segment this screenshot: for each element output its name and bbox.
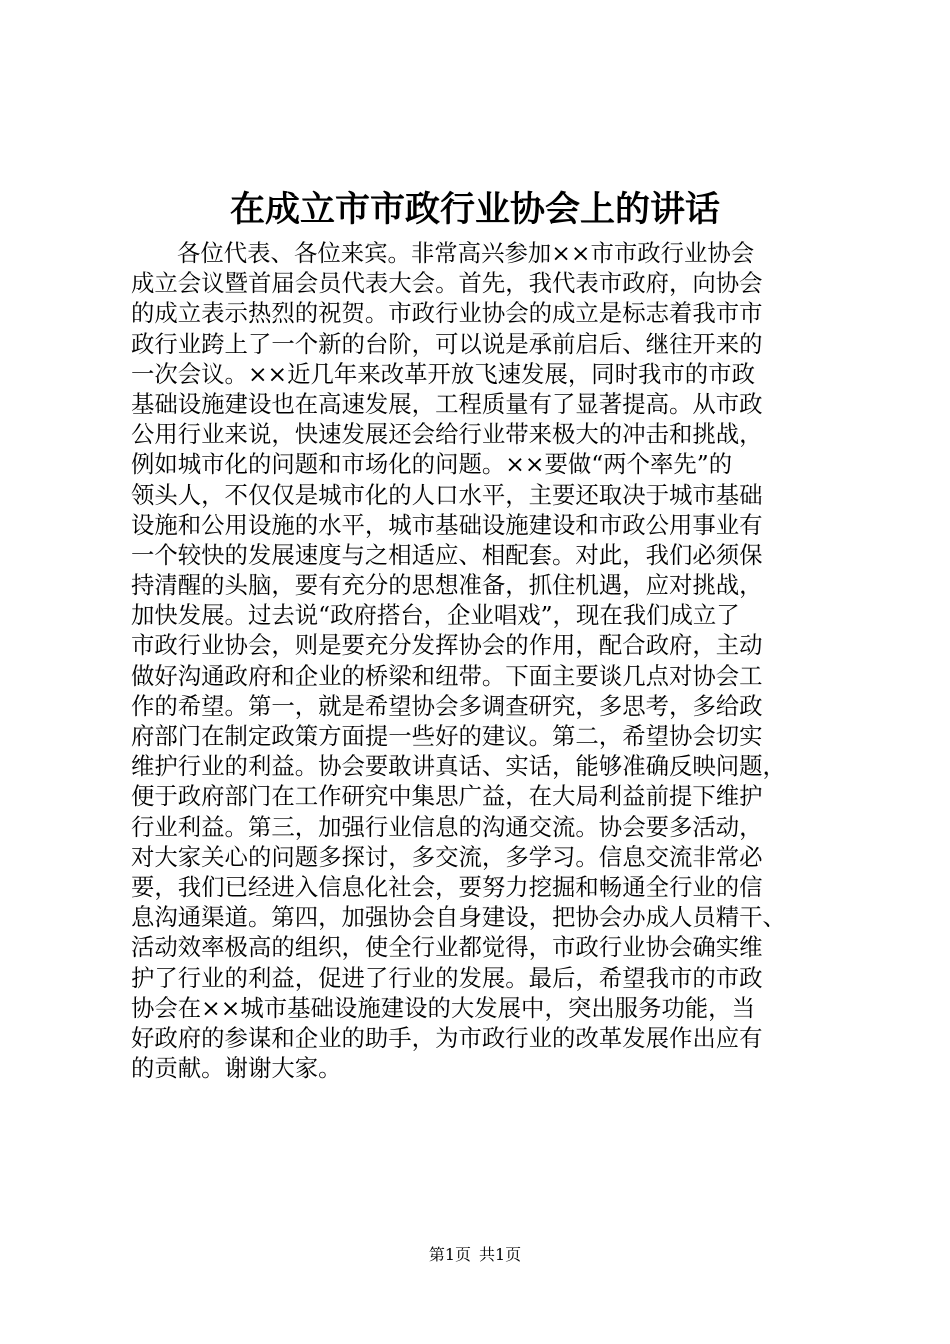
document-title: 在成立市市政行业协会上的讲话	[229, 189, 720, 230]
body-line: 持清醒的头脑，要有充分的思想准备，抓住机遇，应对挑战，	[131, 571, 763, 600]
body-line: 各位代表、各位来宾。非常高兴参加××市市政行业协会	[177, 239, 755, 267]
body-line: 例如城市化的问题和市场化的问题。××要做“两个率先”的	[131, 450, 733, 479]
body-line: 行业利益。第三，加强行业信息的沟通交流。协会要多活动，	[131, 812, 763, 841]
body-line: 护了行业的利益，促进了行业的发展。最后，希望我市的市政	[131, 963, 763, 992]
body-line: 做好沟通政府和企业的桥梁和纽带。下面主要谈几点对协会工	[131, 661, 763, 690]
body-line: 对大家关心的问题多探讨，多交流，多学习。信息交流非常必	[131, 842, 763, 871]
body-line: 要，我们已经进入信息化社会，要努力挖掘和畅通全行业的信	[131, 872, 763, 901]
body-line: 的贡献。谢谢大家。	[131, 1054, 342, 1083]
page-footer	[0, 1245, 950, 1265]
body-line: 公用行业来说，快速发展还会给行业带来极大的冲击和挑战，	[131, 420, 763, 449]
body-line: 维护行业的利益。协会要敢讲真话、实话，能够准确反映问题，	[131, 752, 786, 781]
body-line: 活动效率极高的组织，使全行业都觉得，市政行业协会确实维	[131, 933, 763, 962]
page-number-total: 共1页	[479, 1245, 522, 1264]
body-line: 协会在××城市基础设施建设的大发展中，突出服务功能，当	[131, 993, 755, 1022]
body-line: 成立会议暨首届会员代表大会。首先，我代表市政府，向协会	[131, 269, 763, 298]
body-line: 一次会议。××近几年来改革开放飞速发展，同时我市的市政	[131, 359, 755, 388]
body-line: 市政行业协会，则是要充分发挥协会的作用，配合政府，主动	[131, 631, 763, 660]
body-line: 一个较快的发展速度与之相适应、相配套。对此，我们必须保	[131, 540, 763, 569]
body-line: 加快发展。过去说“政府搭台，企业唱戏”，现在我们成立了	[131, 601, 740, 630]
body-line: 息沟通渠道。第四，加强协会自身建设，把协会办成人员精干、	[131, 903, 786, 932]
body-line: 作的希望。第一，就是希望协会多调查研究，多思考，多给政	[131, 691, 763, 720]
body-line: 便于政府部门在工作研究中集思广益，在大局利益前提下维护	[131, 782, 763, 811]
body-line: 的成立表示热烈的祝贺。市政行业协会的成立是标志着我市市	[131, 299, 763, 328]
body-line: 府部门在制定政策方面提一些好的建议。第二，希望协会切实	[131, 722, 763, 750]
body-line: 领头人，不仅仅是城市化的人口水平，主要还取决于城市基础	[131, 480, 763, 509]
body-line: 设施和公用设施的水平，城市基础设施建设和市政公用事业有	[131, 510, 763, 539]
document-body	[131, 238, 831, 1083]
body-line: 基础设施建设也在高速发展，工程质量有了显著提高。从市政	[131, 389, 763, 418]
body-line: 政行业跨上了一个新的台阶，可以说是承前启后、继往开来的	[131, 329, 763, 358]
body-line: 好政府的参谋和企业的助手，为市政行业的改革发展作出应有	[131, 1023, 763, 1052]
page-number-current: 第1页	[428, 1245, 471, 1264]
